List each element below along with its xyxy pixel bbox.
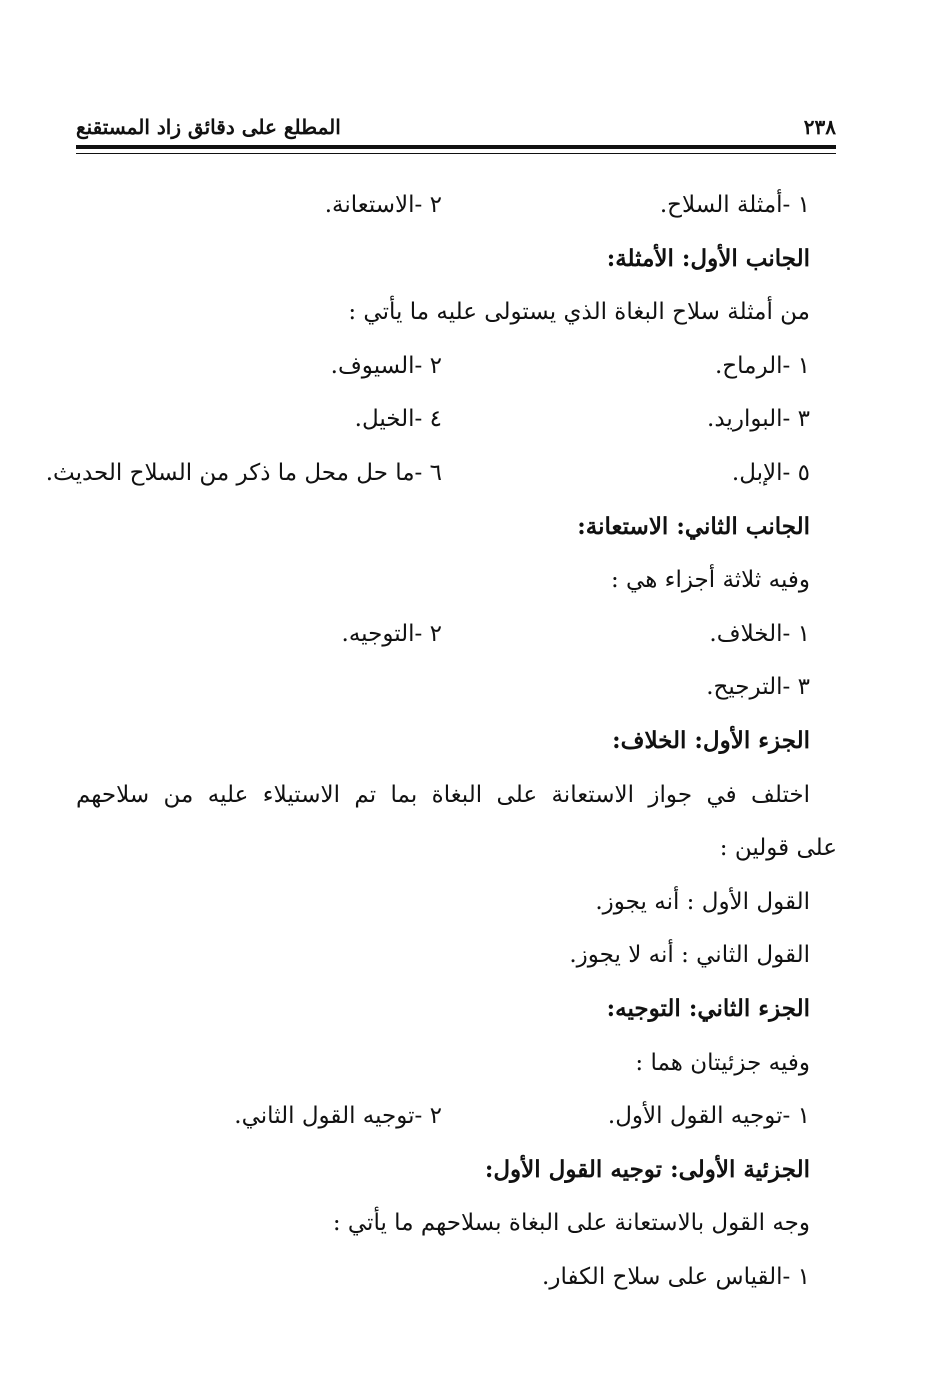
list-item: ٣ -البواريد. bbox=[707, 406, 810, 432]
header-rule-thick bbox=[76, 145, 836, 149]
text-line: وجه القول بالاستعانة على البغاة بسلاحهم ما يأتي : bbox=[332, 1210, 810, 1236]
text-line: وفيه ثلاثة أجزاء هي : bbox=[610, 567, 810, 593]
text-line: اختلف في جواز الاستعانة على البغاة بما تم الاستيلاء عليه من سلاحهم bbox=[76, 782, 810, 808]
list-item: ٢ -توجيه القول الثاني. bbox=[234, 1103, 442, 1129]
list-item: ٢ -السيوف. bbox=[330, 353, 442, 379]
list-item: ١ -أمثلة السلاح. bbox=[659, 192, 810, 218]
section-heading: الجزئية الأولى: توجيه القول الأول: bbox=[484, 1156, 810, 1183]
list-item: ١ -توجيه القول الأول. bbox=[607, 1103, 810, 1129]
page-number: ٢٣٨ bbox=[803, 115, 836, 139]
list-item: ١ -الخلاف. bbox=[709, 621, 810, 647]
section-heading: الجانب الأول: الأمثلة: bbox=[606, 245, 810, 272]
list-item: ٤ -الخيل. bbox=[354, 406, 442, 432]
text-line: القول الأول : أنه يجوز. bbox=[595, 889, 810, 915]
text-line: وفيه جزئيتان هما : bbox=[635, 1050, 810, 1076]
list-item: ٢ -التوجيه. bbox=[341, 621, 442, 647]
list-item: ١ -الرماح. bbox=[714, 353, 810, 379]
section-heading: الجزء الثاني: التوجيه: bbox=[606, 995, 810, 1022]
section-heading: الجانب الثاني: الاستعانة: bbox=[577, 513, 810, 540]
text-line: على قولين : bbox=[719, 835, 837, 861]
text-line: ١ -القياس على سلاح الكفار. bbox=[542, 1264, 810, 1290]
section-heading: الجزء الأول: الخلاف: bbox=[612, 727, 810, 754]
list-item: ٦ -ما حل محل ما ذكر من السلاح الحديث. bbox=[45, 460, 442, 486]
text-line: من أمثلة سلاح البغاة الذي يستولى عليه ما يأتي : bbox=[348, 299, 810, 325]
book-title: المطلع على دقائق زاد المستقنع bbox=[76, 115, 341, 139]
list-item: ٢ -الاستعانة. bbox=[324, 192, 442, 218]
text-line: القول الثاني : أنه لا يجوز. bbox=[569, 942, 810, 968]
running-header bbox=[76, 112, 836, 142]
list-item: ٥ -الإبل. bbox=[731, 460, 810, 486]
text-line: ٣ -الترجيح. bbox=[706, 674, 810, 700]
header-rule-thin bbox=[76, 153, 836, 154]
